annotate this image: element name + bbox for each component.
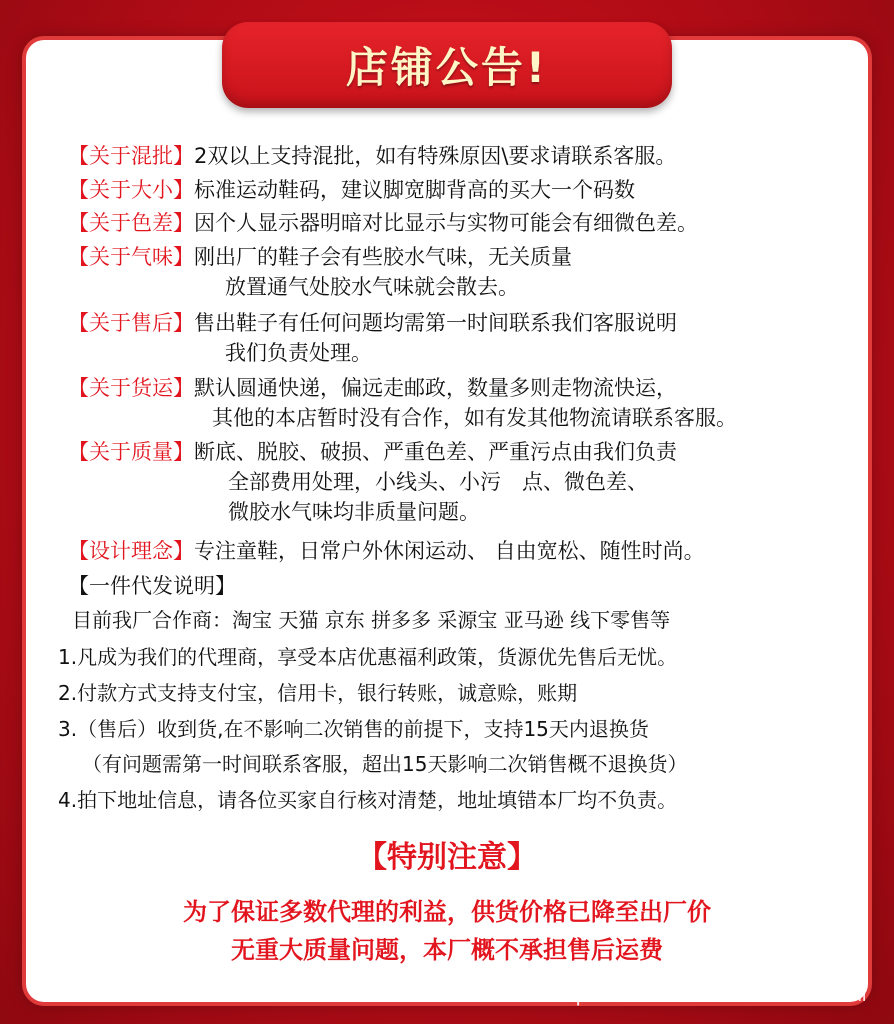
item-text: 售出鞋子有任何问题均需第一时间联系我们客服说明	[194, 311, 677, 335]
item-color-difference	[68, 207, 864, 237]
item-text: 2双以上支持混批，如有特殊原因\要求请联系客服。	[194, 144, 677, 168]
dropship-rule-2: 2.付款方式支持支付宝，信用卡，银行转账，诚意赊，账期	[58, 681, 578, 705]
item-text-continued: 其他的本店暂时没有合作，如有发其他物流请联系客服。	[212, 406, 737, 430]
item-text: 刚出厂的鞋子会有些胶水气味，无关质量	[194, 245, 572, 269]
item-text-continued: 微胶水气味均非质量问题。	[228, 500, 480, 524]
dropship-partners: 目前我厂合作商：淘宝 天猫 京东 拼多多 采源宝 亚马逊 线下零售等	[72, 608, 671, 632]
item-design-concept	[68, 535, 864, 565]
dropship-rule-3-note: （有问题需第一时间联系客服，超出15天影响二次销售概不退换货）	[82, 752, 688, 776]
item-tag: 【设计理念】	[68, 539, 194, 563]
dropship-rule-1: 1.凡成为我们的代理商，享受本店优惠福利政策，货源优先售后无忧。	[58, 645, 678, 669]
item-mixed-batch	[68, 140, 864, 170]
item-tag: 【关于售后】	[68, 311, 194, 335]
dropship-rule-3: 3.（售后）收到货,在不影响二次销售的前提下，支持15天内退换货	[58, 717, 649, 741]
item-text-continued: 我们负责处理。	[225, 341, 372, 365]
special-notice-line-2: 无重大质量问题，本厂概不承担售后运费	[231, 936, 663, 964]
item-text-continued: 放置通气处胶水气味就会散去。	[225, 275, 519, 299]
item-text: 默认圆通快递，偏远走邮政，数量多则走物流快运，	[194, 376, 677, 400]
item-text: 专注童鞋，日常户外休闲运动、 自由宽松、随性时尚。	[194, 539, 705, 563]
item-tag: 【关于大小】	[68, 178, 194, 202]
item-quality	[68, 436, 864, 466]
item-tag: 【关于质量】	[68, 440, 194, 464]
item-tag: 【关于气味】	[68, 245, 194, 269]
title-banner	[222, 22, 672, 108]
item-text: 标准运动鞋码，建议脚宽脚背高的买大一个码数	[194, 178, 635, 202]
item-smell	[68, 241, 864, 271]
special-notice-title: 【特别注意】	[357, 840, 537, 875]
item-tag: 【关于混批】	[68, 144, 194, 168]
item-shipping	[68, 372, 864, 402]
dropship-tag: 【一件代发说明】	[68, 574, 236, 598]
shop-watermark: shop4r0744128v285.1688.com	[537, 982, 866, 1006]
special-notice-line-1: 为了保证多数代理的利益，供货价格已降至出厂价	[183, 898, 711, 926]
item-tag: 【关于货运】	[68, 376, 194, 400]
page-title: 店铺公告!	[345, 43, 549, 92]
item-text: 因个人显示器明暗对比显示与实物可能会有细微色差。	[194, 211, 698, 235]
item-after-sales	[68, 307, 864, 337]
item-tag: 【关于色差】	[68, 211, 194, 235]
dropship-rule-4: 4.拍下地址信息，请各位买家自行核对清楚，地址填错本厂均不负责。	[58, 788, 678, 812]
item-size	[68, 174, 864, 204]
item-text-continued: 全部费用处理，小线头、小污 点、微色差、	[228, 470, 648, 494]
item-text: 断底、脱胶、破损、严重色差、严重污点由我们负责	[194, 440, 677, 464]
